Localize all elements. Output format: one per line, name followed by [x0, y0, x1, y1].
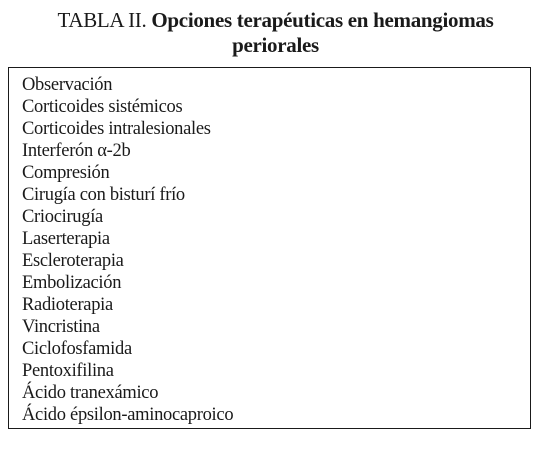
list-item: Radioterapia — [22, 295, 113, 315]
list-item: Interferón α-2b — [22, 141, 131, 161]
list-item: Embolización — [22, 273, 122, 293]
list-item: Corticoides sistémicos — [22, 97, 183, 117]
list-item: Ácido épsilon-aminocaproico — [22, 405, 234, 425]
table-title-line2: periorales — [232, 33, 319, 57]
list-item: Vincristina — [22, 317, 100, 337]
list-item: Ácido tranexámico — [22, 383, 159, 403]
list-item: Cirugía con bisturí frío — [22, 185, 185, 205]
table-title-line1: Opciones terapéuticas en hemangiomas — [151, 8, 494, 32]
list-item: Pentoxifilina — [22, 361, 114, 381]
therapeutic-options-list — [9, 68, 530, 426]
list-item: Observación — [22, 75, 113, 95]
list-item: Criocirugía — [22, 207, 103, 227]
table-label: TABLA II. — [57, 8, 147, 32]
list-item: Escleroterapia — [22, 251, 124, 271]
table-box — [8, 67, 531, 429]
list-item: Compresión — [22, 163, 110, 183]
list-item: Corticoides intralesionales — [22, 119, 211, 139]
table-caption — [0, 8, 551, 58]
list-item: Laserterapia — [22, 229, 110, 249]
list-item: Ciclofosfamida — [22, 339, 132, 359]
